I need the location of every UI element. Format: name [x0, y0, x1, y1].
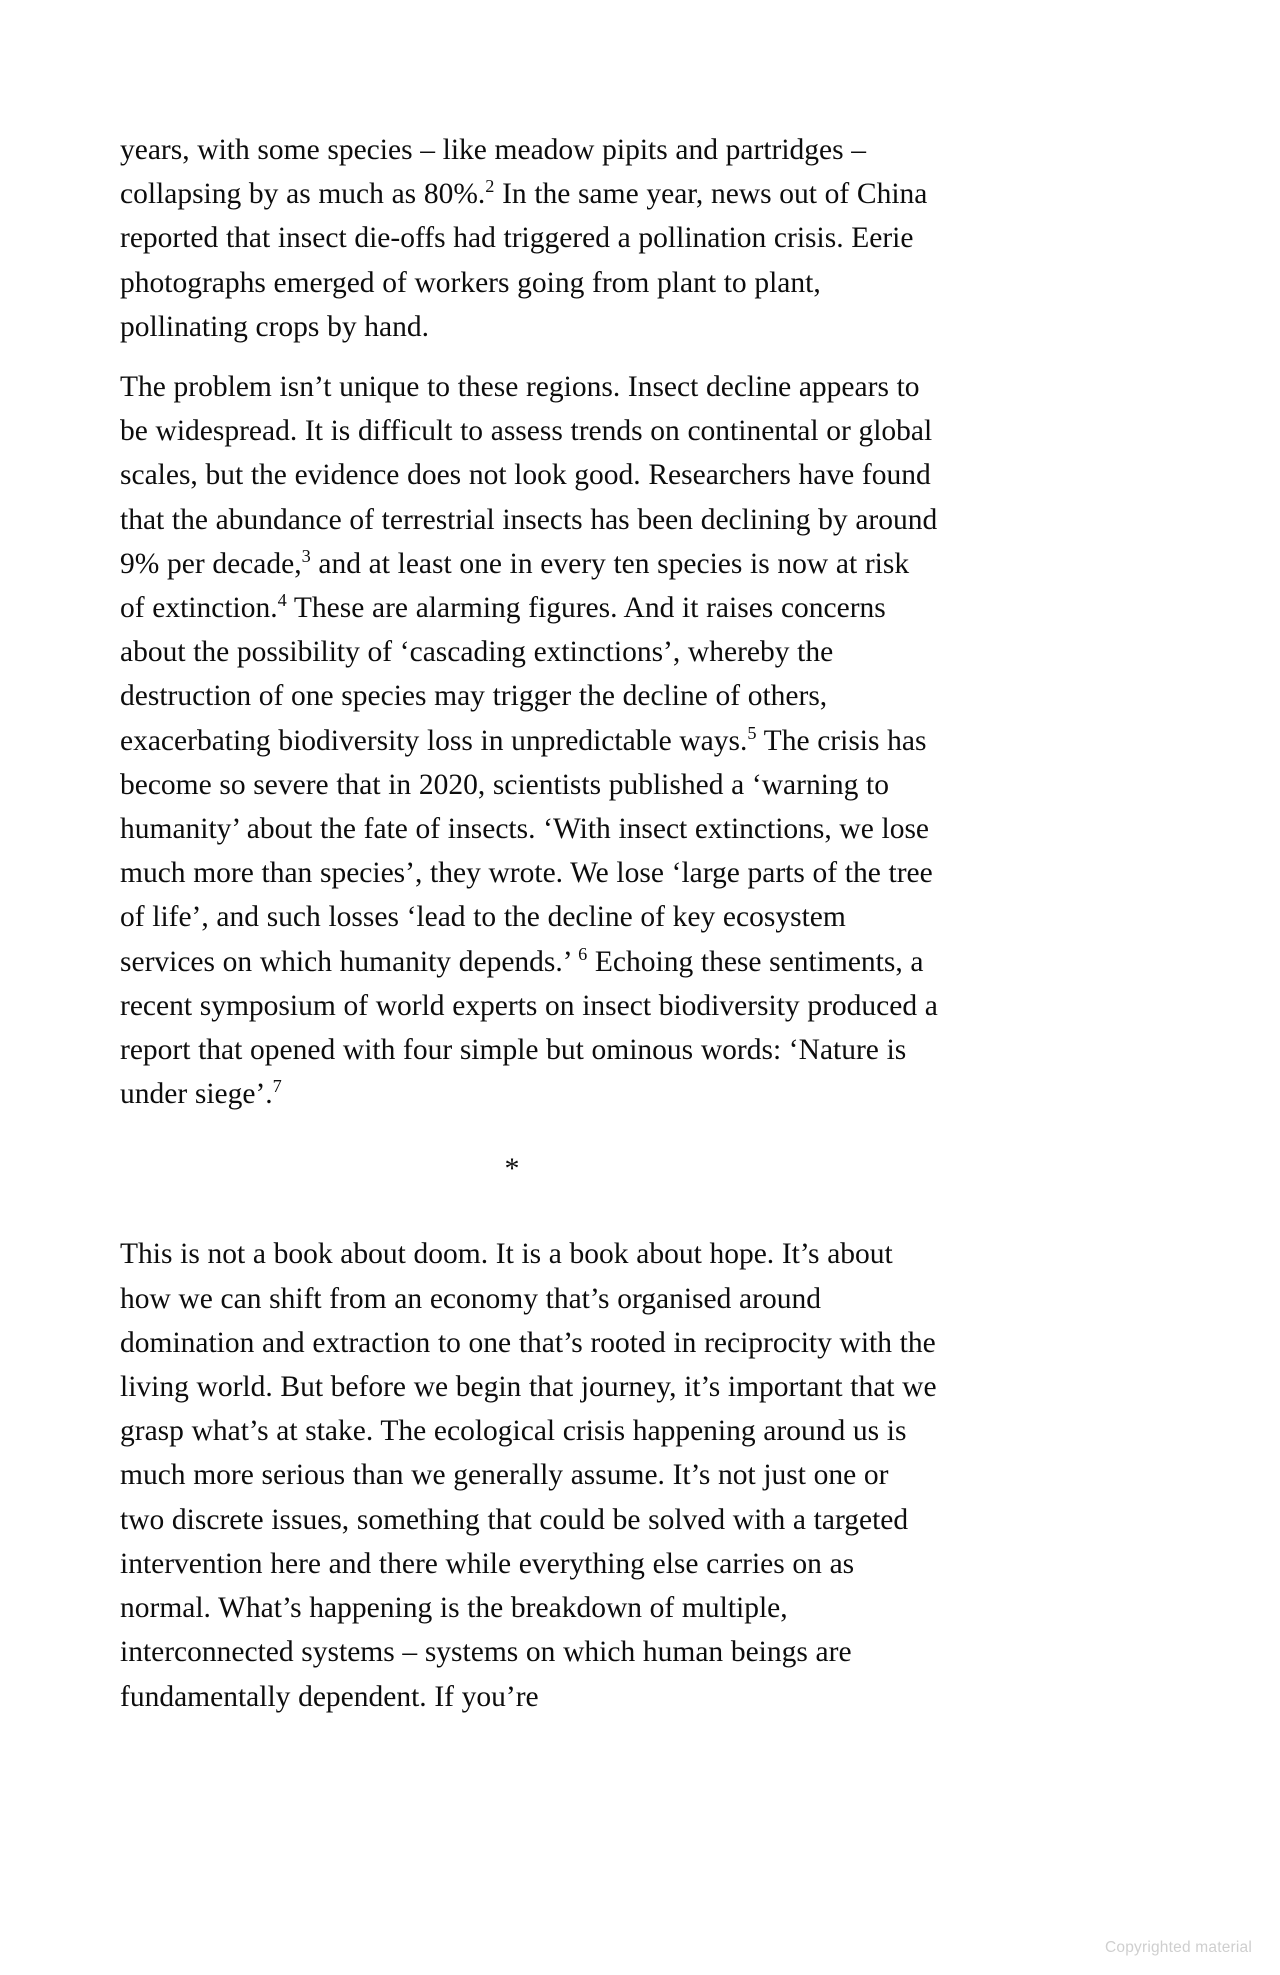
footnote-marker: 5	[747, 722, 757, 743]
text-column	[120, 128, 940, 1735]
footnote-marker: 6	[578, 943, 588, 964]
copyright-watermark: Copyrighted material	[1104, 1939, 1252, 1956]
footnote-marker: 2	[485, 176, 495, 197]
asterisk-glyph: *	[504, 1152, 520, 1186]
footnote-marker: 7	[272, 1076, 282, 1097]
section-break-divider	[120, 1152, 940, 1186]
paragraph-book-about-hope: This is not a book about doom. It is a book about hope. It’s about how we can shift from an economy that’s organised around domination and extraction to one that’s rooted in reciprocity with the living world. But before we begin that journey, it’s important that we grasp what’s at stake. The ecological crisis happening around us is much more serious than we generally assume. It’s not just one or two discrete issues, something that could be solved with a targeted intervention here and there while everything else carries on as normal. What’s happening is the breakdown of multiple, interconnected systems – systems on which human beings are fundamentally dependent. If you’re	[120, 1238, 937, 1713]
paragraph-insect-decline-intro: years, with some species – like meadow pipits and partridges – collapsing by as much as 80%.$^2$ In the same year, news out of China reported that insect die-offs had triggered a pollination crisis. Eerie photographs emerged of workers going from plant to plant, pollinating crops by hand.	[120, 134, 928, 343]
footnote-marker: 4	[277, 590, 287, 611]
paragraph-widespread-decline: The problem isn’t unique to these regions. Insect decline appears to be widespread. It is difficult to assess trends on continental or global scales, but the evidence does not look good. Researchers have found that the abundance of terrestrial insects has been declining by around 9% per decade,$^3$ and at least one in every ten species is now at risk of extinction.$^4$ These are alarming figures. And it raises concerns about the possibility of ‘cascading extinctions’, whereby the destruction of one species may trigger the decline of others, exacerbating biodiversity loss in unpredictable ways.$^5$ The crisis has become so severe that in 2020, scientists published a ‘warning to humanity’ about the fate of insects. ‘With insect extinctions, we lose much more than species’, they wrote. We lose ‘large parts of the tree of life’, and such losses ‘lead to the decline of key ecosystem services on which humanity depends.’ $^6$ Echoing these sentiments, a recent symposium of world experts on insect biodiversity produced a report that opened with four simple but ominous words: ‘Nature is under siege’.$^7$	[120, 371, 938, 1111]
footnote-marker: 3	[301, 546, 311, 566]
